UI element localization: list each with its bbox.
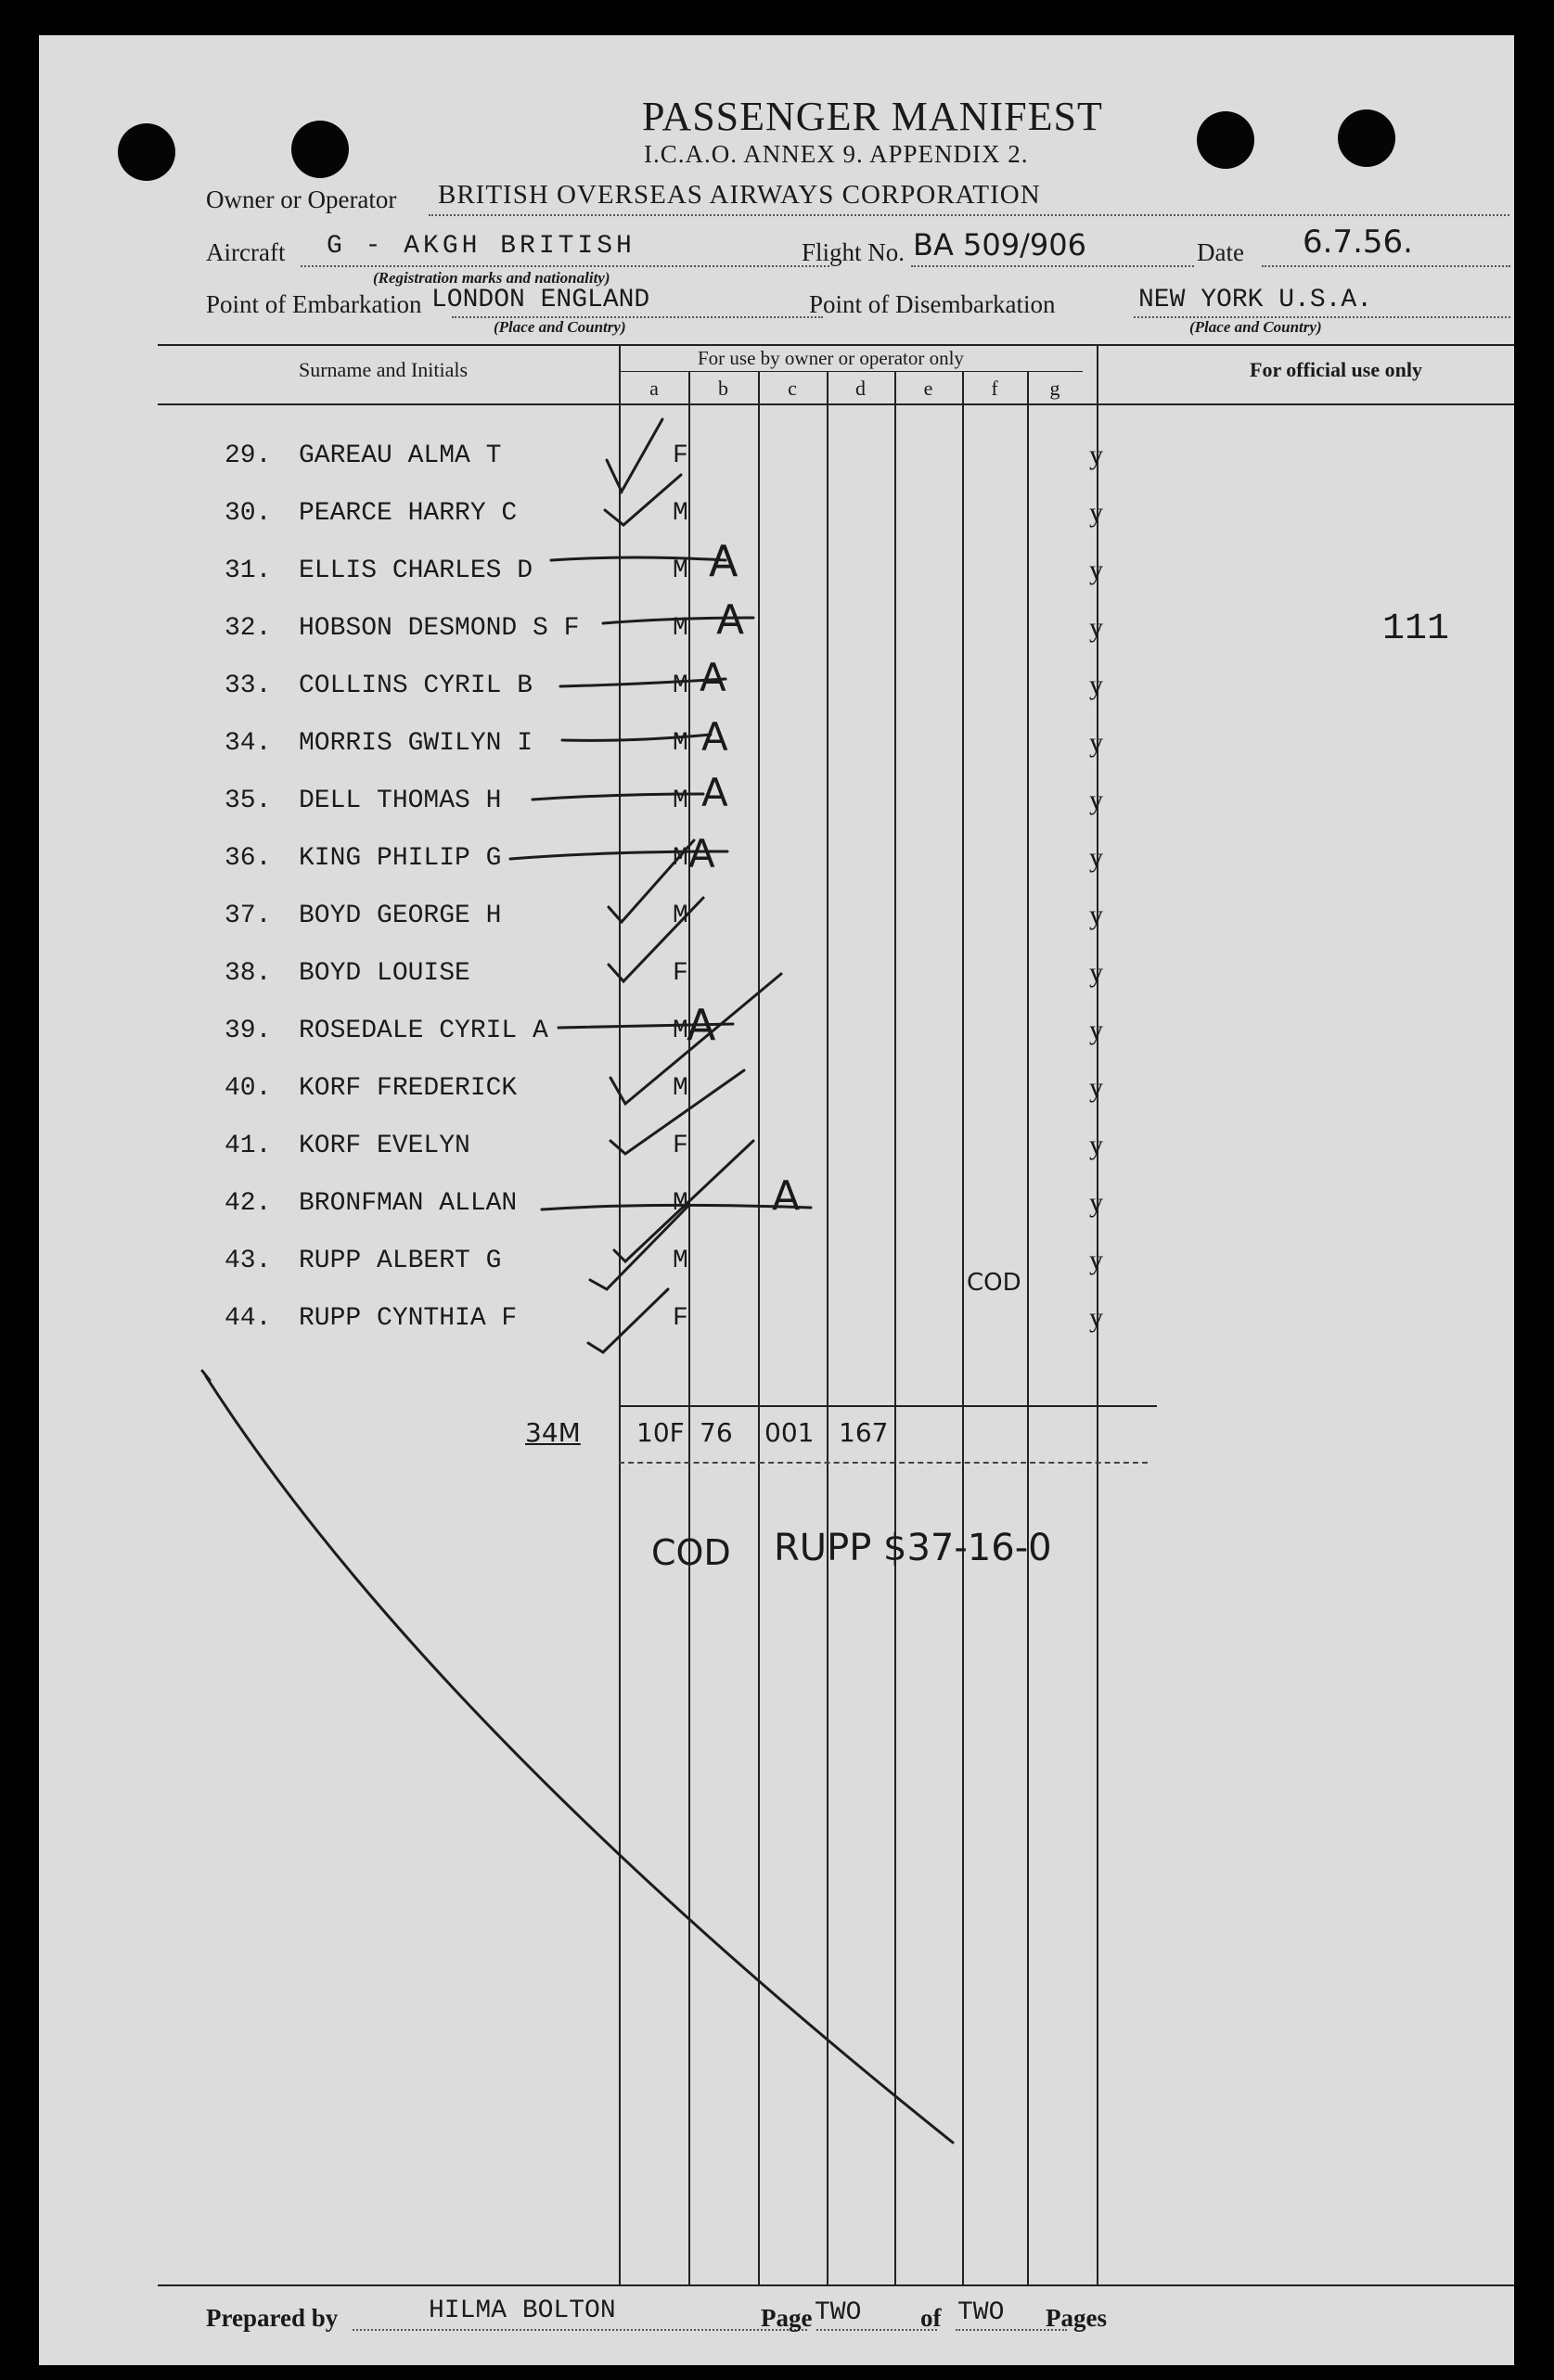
mark-a: A: [772, 1172, 801, 1220]
place-note-2: (Place and Country): [1189, 318, 1322, 336]
mark-a: A: [701, 714, 728, 760]
of-label: of: [920, 2304, 942, 2332]
mark-a: A: [700, 655, 726, 700]
place-note-1: (Place and Country): [494, 318, 626, 336]
totals-a: 10F: [636, 1417, 685, 1448]
col-header-a: a: [649, 377, 659, 400]
cod-mark: COD: [967, 1269, 1021, 1297]
totals-d: 167: [839, 1417, 889, 1448]
disembark-value: NEW YORK U.S.A.: [1138, 286, 1373, 314]
page-value: TWO: [815, 2298, 862, 2327]
aircraft-value: G - AKGH BRITISH: [327, 232, 636, 261]
page-label: Page: [761, 2304, 813, 2332]
col-header-g: g: [1049, 377, 1060, 400]
col-header-f: f: [991, 377, 998, 400]
cod-label: COD: [651, 1532, 731, 1573]
mark-a: A: [701, 770, 728, 815]
manifest-sheet: PASSENGER MANIFEST I.C.A.O. ANNEX 9. APPENDIX 2. Owner or Operator BRITISH OVERSEAS AIRWAYS CORPORATION Aircraft G - AKGH BRITISH (Registration marks and nationality) Flight No. BA 509/906 Date 6.7.56. Point of Embarkation LONDON ENGLAND (Place and Country) Point of Disembarkation NEW YORK U.S.A. (Place and Country) Surname and Initials For use by owner or operator only For official use only a b c d e f g 29. GAREAU ALMA T F y 30. PEARCE HARRY C M y 31. ELLIS CHARLES D M y 32. HOBSON DESMOND S F M y 33. COLLINS CYRIL B M y 34. MORRIS GWILYN I M y 35. DELL THOMAS H M y 36. KING PHILIP G M y 37. BOYD GEORGE H M y 38. BOYD LOUISE F y 39. ROSEDALE CYRIL A M y 40. KORF FREDERICK M y 41. KORF EVELYN F y 42. BRONFMAN ALLAN M y 43. RUPP ALBERT G M COD y 44. RUPP CYNTHIA F F y A A A A A A A A 111 34M 10F 76 001 167 COD RUPP $37-16-0 Prepared by HILMA BOLTON Page TWO of TWO Pages: [39, 35, 1514, 2365]
owner-use-header: For use by owner or operator only: [698, 347, 964, 369]
prepared-label: Prepared by: [206, 2304, 339, 2332]
mark-a: A: [688, 831, 715, 877]
official-header: For official use only: [1250, 358, 1422, 381]
prepared-value: HILMA BOLTON: [429, 2297, 616, 2325]
col-header-c: c: [788, 377, 797, 400]
date-label: Date: [1197, 238, 1244, 266]
surname-header: Surname and Initials: [299, 358, 469, 381]
col-header-e: e: [923, 377, 933, 400]
mark-a: A: [716, 596, 745, 644]
col-header-d: d: [855, 377, 866, 400]
embark-value: LONDON ENGLAND: [431, 286, 650, 314]
registration-note: (Registration marks and nationality): [373, 269, 610, 287]
aircraft-label: Aircraft: [206, 238, 286, 266]
page-subtitle: I.C.A.O. ANNEX 9. APPENDIX 2.: [644, 140, 1029, 168]
mark-a: A: [709, 536, 738, 586]
disembark-label: Point of Disembarkation: [809, 290, 1056, 318]
of-value: TWO: [957, 2298, 1005, 2327]
col-header-b: b: [718, 377, 728, 400]
cod-text: RUPP $37-16-0: [774, 1527, 1052, 1569]
totals-c: 001: [764, 1417, 815, 1448]
date-value: 6.7.56.: [1303, 224, 1413, 261]
flight-label: Flight No.: [802, 238, 905, 266]
totals-b: 76: [700, 1417, 733, 1448]
owner-label: Owner or Operator: [206, 186, 397, 213]
flight-value: BA 509/906: [913, 227, 1086, 262]
embark-label: Point of Embarkation: [206, 290, 422, 318]
page-title: PASSENGER MANIFEST: [642, 94, 1103, 139]
pen-marks: [39, 35, 1514, 2365]
official-note: 111: [1382, 608, 1450, 650]
totals-label: 34M: [525, 1417, 581, 1448]
pages-label: Pages: [1046, 2304, 1107, 2332]
owner-value: BRITISH OVERSEAS AIRWAYS CORPORATION: [438, 180, 1041, 210]
mark-a: A: [687, 1000, 716, 1050]
